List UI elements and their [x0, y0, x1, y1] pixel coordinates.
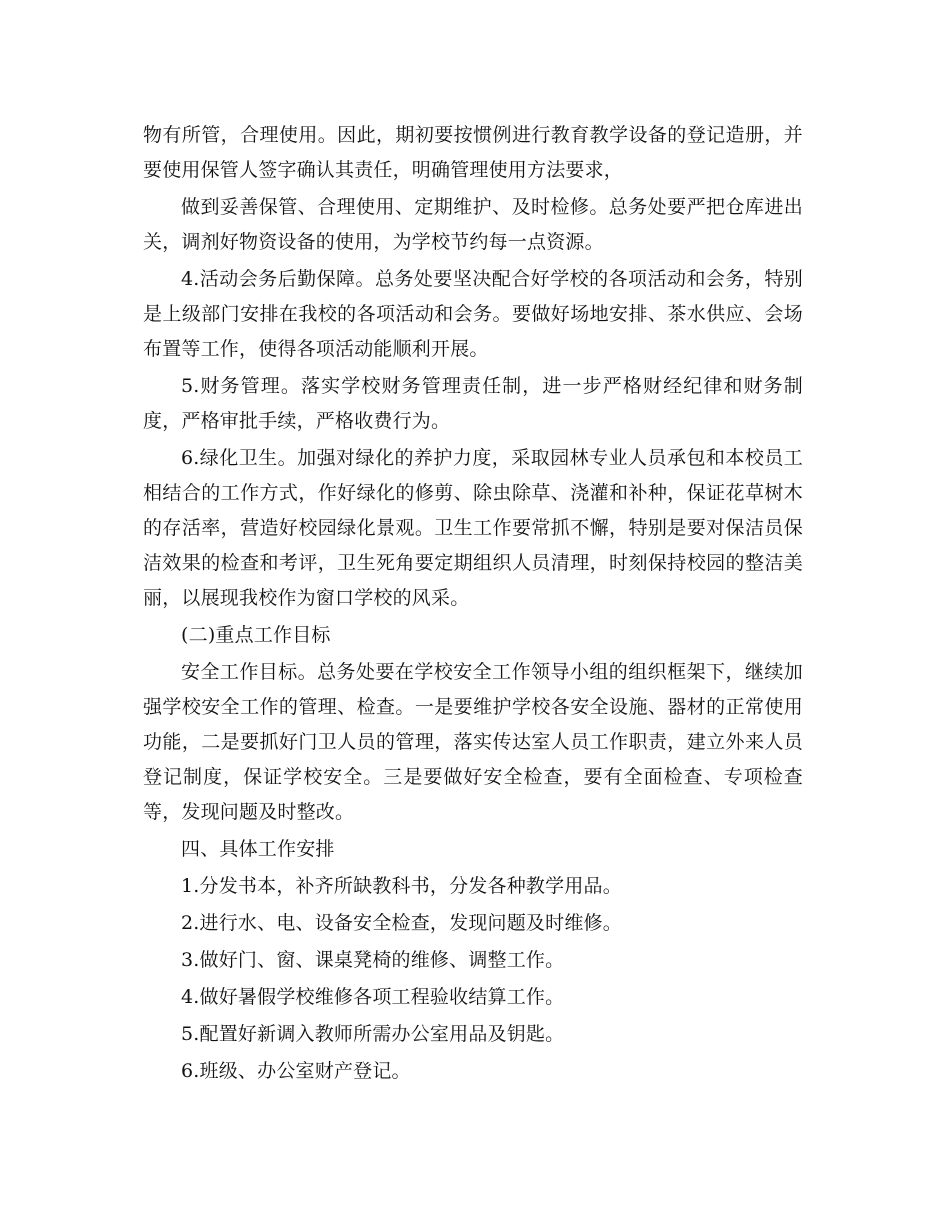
document-body	[143, 118, 803, 1091]
paragraph: 安全工作目标。总务处要在学校安全工作领导小组的组织框架下，继续加强学校安全工作的管理、检查。一是要维护学校各安全设施、器材的正常使用功能，二是要抓好门卫人员的管理，落实传达室人员工作职责，建立外来人员登记制度，保证学校安全。三是要做好安全检查，要有全面检查、专项检查等，发现问题及时整改。	[143, 661, 803, 823]
paragraph: 做到妥善保管、合理使用、定期维护、及时检修。总务处要严把仓库进出关，调剂好物资设备的使用，为学校节约每一点资源。	[143, 196, 803, 253]
paragraph: 4.活动会务后勤保障。总务处要坚决配合好学校的各项活动和会务，特别是上级部门安排在我校的各项活动和会务。要做好场地安排、茶水供应、会场布置等工作，使得各项活动能顺利开展。	[143, 268, 803, 360]
section-heading: (二)重点工作目标	[181, 624, 331, 646]
paragraph: 5.财务管理。落实学校财务管理责任制，进一步严格财经纪律和财务制度，严格审批手续，严格收费行为。	[143, 375, 803, 432]
paragraph: 物有所管，合理使用。因此，期初要按惯例进行教育教学设备的登记造册，并要使用保管人签字确认其责任，明确管理使用方法要求，	[143, 124, 803, 181]
list-item: 2.进行水、电、设备安全检查，发现问题及时维修。	[181, 912, 622, 934]
list-item: 5.配置好新调入教师所需办公室用品及钥匙。	[181, 1023, 565, 1045]
list-item: 1.分发书本，补齐所缺教科书，分发各种教学用品。	[181, 875, 622, 897]
list-item: 4.做好暑假学校维修各项工程验收结算工作。	[181, 986, 565, 1008]
paragraph: 6.绿化卫生。加强对绿化的养护力度，采取园林专业人员承包和本校员工相结合的工作方式，作好绿化的修剪、除虫除草、浇灌和补种，保证花草树木的存活率，营造好校园绿化景观。卫生工作要常抓不懈，特别是要对保洁员保洁效果的检查和考评，卫生死角要定期组织人员清理，时刻保持校园的整洁美丽，以展现我校作为窗口学校的风采。	[143, 447, 803, 609]
section-heading: 四、具体工作安排	[181, 838, 335, 860]
list-item: 6.班级、办公室财产登记。	[181, 1060, 411, 1082]
list-item: 3.做好门、窗、课桌凳椅的维修、调整工作。	[181, 949, 565, 971]
